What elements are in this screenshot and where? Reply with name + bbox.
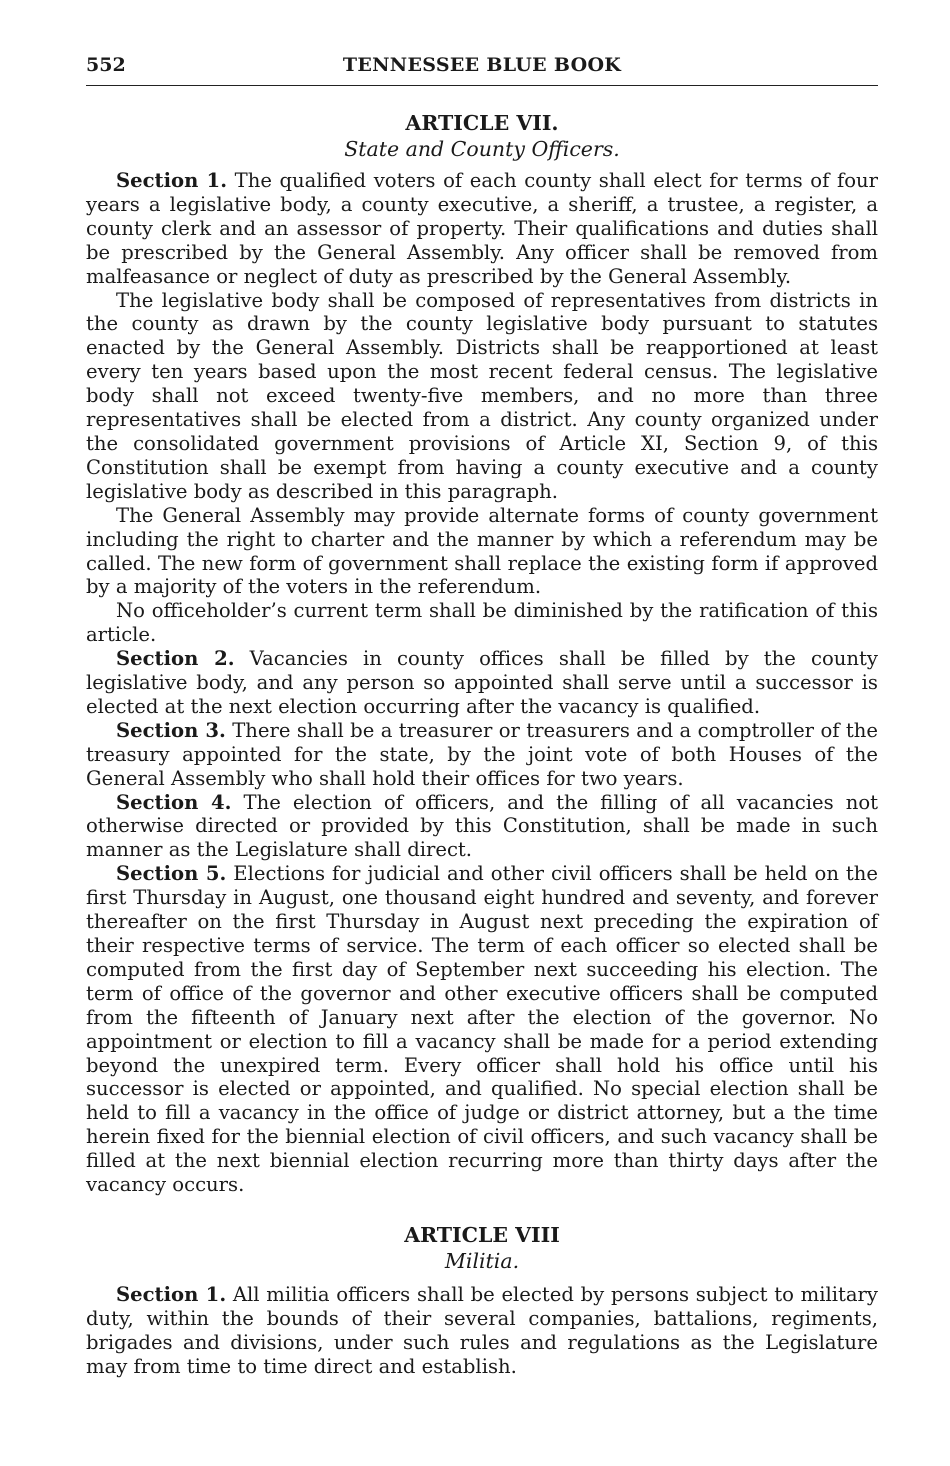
- article-heading: ARTICLE VII.: [405, 111, 559, 135]
- paragraph-text: The qualified voters of each county shall elect for terms of four years a legislative body, a county executive, a sheriff, a trustee, a register, a county clerk and an assessor of property. Their qualifications and duties shall be prescribed by the General Assembly. Any officer shall be removed from malfeasance or neglect of duty as prescribed by the General Assembly.: [86, 169, 878, 288]
- section-4-paragraph: [86, 791, 878, 863]
- section-1-paragraph: [86, 1283, 878, 1379]
- alternate-forms-paragraph: [86, 504, 878, 600]
- article-heading: ARTICLE VIII: [404, 1222, 560, 1247]
- section-1-paragraph: [86, 169, 878, 289]
- section-label: Section 3.: [116, 718, 226, 742]
- paragraph-text: Elections for judicial and other civil officers shall be held on the first Thursday in August, one thousand eight hundred and seventy, and forever thereafter on the first Thursday in August next preceding the expiration of their respective terms of service. The term of each officer so elected shall be computed from the first day of September next succeeding his election. The term of office of the governor and other executive officers shall be computed from the fifteenth of January next after the election of the governor. No appointment or election to fill a vacancy shall be made for a period extending beyond the unexpired term. Every officer shall hold his office until his successor is elected or appointed, and qualified. No special election shall be held to fill a vacancy in the office of judge or district attorney, but a the time herein fixed for the biennial election of civil officers, and such vacancy shall be filled at the next biennial election recurring more than thirty days after the vacancy occurs.: [86, 862, 878, 1197]
- article-subtitle: State and County Officers.: [344, 137, 620, 161]
- paragraph-text: There shall be a treasurer or treasurers and a comptroller of the treasury appointed for the state, by the joint vote of both Houses of the General Assembly who shall hold their offices for two years.: [86, 718, 878, 790]
- section-3-paragraph: [86, 719, 878, 791]
- paragraph-text: The legislative body shall be composed of representatives from districts in the county as drawn by the county legislative body pursuant to statutes enacted by the General Assembly. Districts shall be reapportioned at least every ten years based upon the most recent federal census. The legislative body shall not exceed twenty-five members, and no more than three representatives shall be elected from a district. Any county organized under the consolidated government provisions of Article XI, Section 9, of this Constitution shall be exempt from having a county executive and a county legislative body as described in this paragraph.: [86, 288, 878, 503]
- section-2-paragraph: [86, 647, 878, 719]
- paragraph-text: The General Assembly may provide alternate forms of county government including the right to charter and the manner by which a referendum may be called. The new form of government shall replace the existing form if approved by a majority of the voters in the referendum.: [86, 503, 878, 599]
- section-5-paragraph: [86, 862, 878, 1197]
- page-number: 552: [86, 54, 126, 76]
- paragraph-text: Vacancies in county offices shall be filled by the county legislative body, and any person so appointed shall serve until a successor is elected at the next election occurring after the vacancy is qualified.: [86, 647, 878, 718]
- section-label: Section 5.: [116, 862, 227, 886]
- running-title: TENNESSEE BLUE BOOK: [342, 54, 622, 76]
- section-label: Section 4.: [116, 790, 232, 814]
- officeholder-term-paragraph: [86, 599, 878, 647]
- article-vii: [86, 110, 878, 1197]
- article-viii: [86, 1222, 878, 1379]
- section-label: Section 2.: [116, 647, 235, 671]
- legislative-body-paragraph: [86, 289, 878, 504]
- paragraph-text: All militia officers shall be elected by persons subject to military duty, within the bounds of their several companies, battalions, regiments, brigades and divisions, under such rules and regulations as the Legislature may from time to time direct and establish.: [86, 1282, 878, 1378]
- paragraph-text: The election of officers, and the filling of all vacancies not otherwise directed or provided by this Constitution, shall be made in such manner as the Legislature shall direct.: [86, 790, 878, 862]
- section-label: Section 1.: [116, 169, 228, 192]
- section-label: Section 1.: [116, 1282, 227, 1306]
- page-header: [86, 0, 878, 86]
- paragraph-text: No officeholder’s current term shall be diminished by the ratification of this article.: [86, 599, 878, 647]
- article-subtitle: Militia.: [444, 1248, 520, 1273]
- document-page: [86, 0, 878, 1379]
